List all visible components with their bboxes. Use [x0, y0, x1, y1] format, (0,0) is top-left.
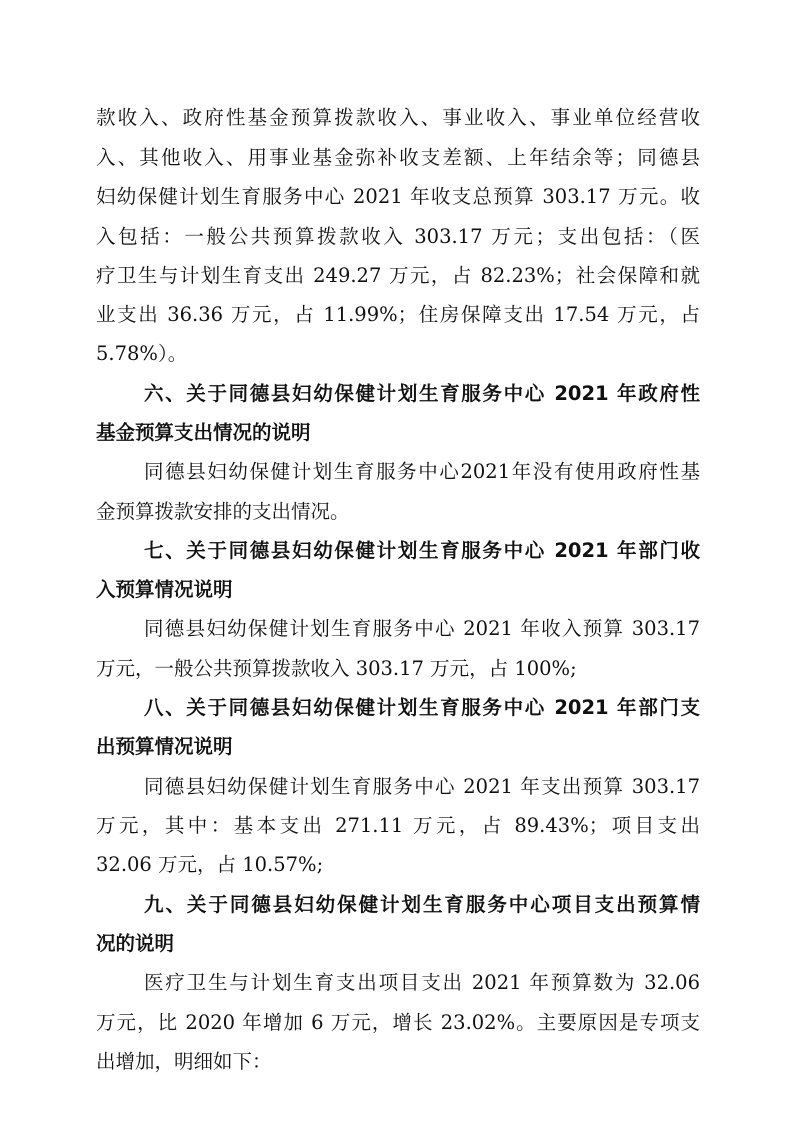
section-heading-7: 七、关于同德县妇幼保健计划生育服务中心 2021 年部门收 — [144, 539, 700, 562]
body-text-line: 同德县妇幼保健计划生育服务中心 2021 年收入预算 303.17 — [144, 617, 700, 640]
section-heading-6: 基金预算支出情况的说明 — [96, 421, 311, 444]
body-text-line: 同德县妇幼保健计划生育服务中心2021年没有使用政府性基 — [144, 460, 700, 483]
body-text-line: 金预算拨款安排的支出情况。 — [96, 500, 350, 523]
body-text-line: 万元，其中：基本支出 271.11 万元，占 89.43%；项目支出 — [96, 814, 700, 837]
section-heading-8: 出预算情况说明 — [96, 735, 233, 758]
section-heading-9: 况的说明 — [96, 932, 175, 955]
body-text-line: 入包括：一般公共预算拨款收入 303.17 万元；支出包括：（医 — [96, 225, 700, 248]
body-text-line: 同德县妇幼保健计划生育服务中心 2021 年支出预算 303.17 — [144, 775, 700, 798]
body-text-line: 款收入、政府性基金预算拨款收入、事业收入、事业单位经营收 — [96, 106, 700, 129]
body-text-line: 医疗卫生与计划生育支出项目支出 2021 年预算数为 32.06 — [144, 971, 700, 994]
body-text-line: 32.06 万元，占 10.57%; — [96, 853, 324, 876]
body-text-line: 疗卫生与计划生育支出 249.27 万元，占 82.23%；社会保障和就 — [96, 264, 700, 287]
section-heading-8: 八、关于同德县妇幼保健计划生育服务中心 2021 年部门支 — [144, 696, 700, 719]
body-text-line: 5.78%）。 — [96, 342, 188, 365]
section-heading-7: 入预算情况说明 — [96, 578, 233, 601]
body-text-line: 妇幼保健计划生育服务中心 2021 年收支总预算 303.17 万元。收 — [96, 185, 700, 208]
body-text-line: 万元，比 2020 年增加 6 万元，增长 23.02%。主要原因是专项支 — [96, 1011, 700, 1034]
body-text-line: 万元，一般公共预算拨款收入 303.17 万元，占 100%; — [96, 657, 577, 680]
section-heading-9: 九、关于同德县妇幼保健计划生育服务中心项目支出预算情 — [144, 893, 700, 916]
body-text-line: 业支出 36.36 万元，占 11.99%；住房保障支出 17.54 万元，占 — [96, 303, 700, 326]
body-text-line: 出增加，明细如下： — [96, 1050, 272, 1073]
body-text-line: 入、其他收入、用事业基金弥补收支差额、上年结余等；同德县 — [96, 146, 700, 169]
section-heading-6: 六、关于同德县妇幼保健计划生育服务中心 2021 年政府性 — [144, 382, 700, 405]
